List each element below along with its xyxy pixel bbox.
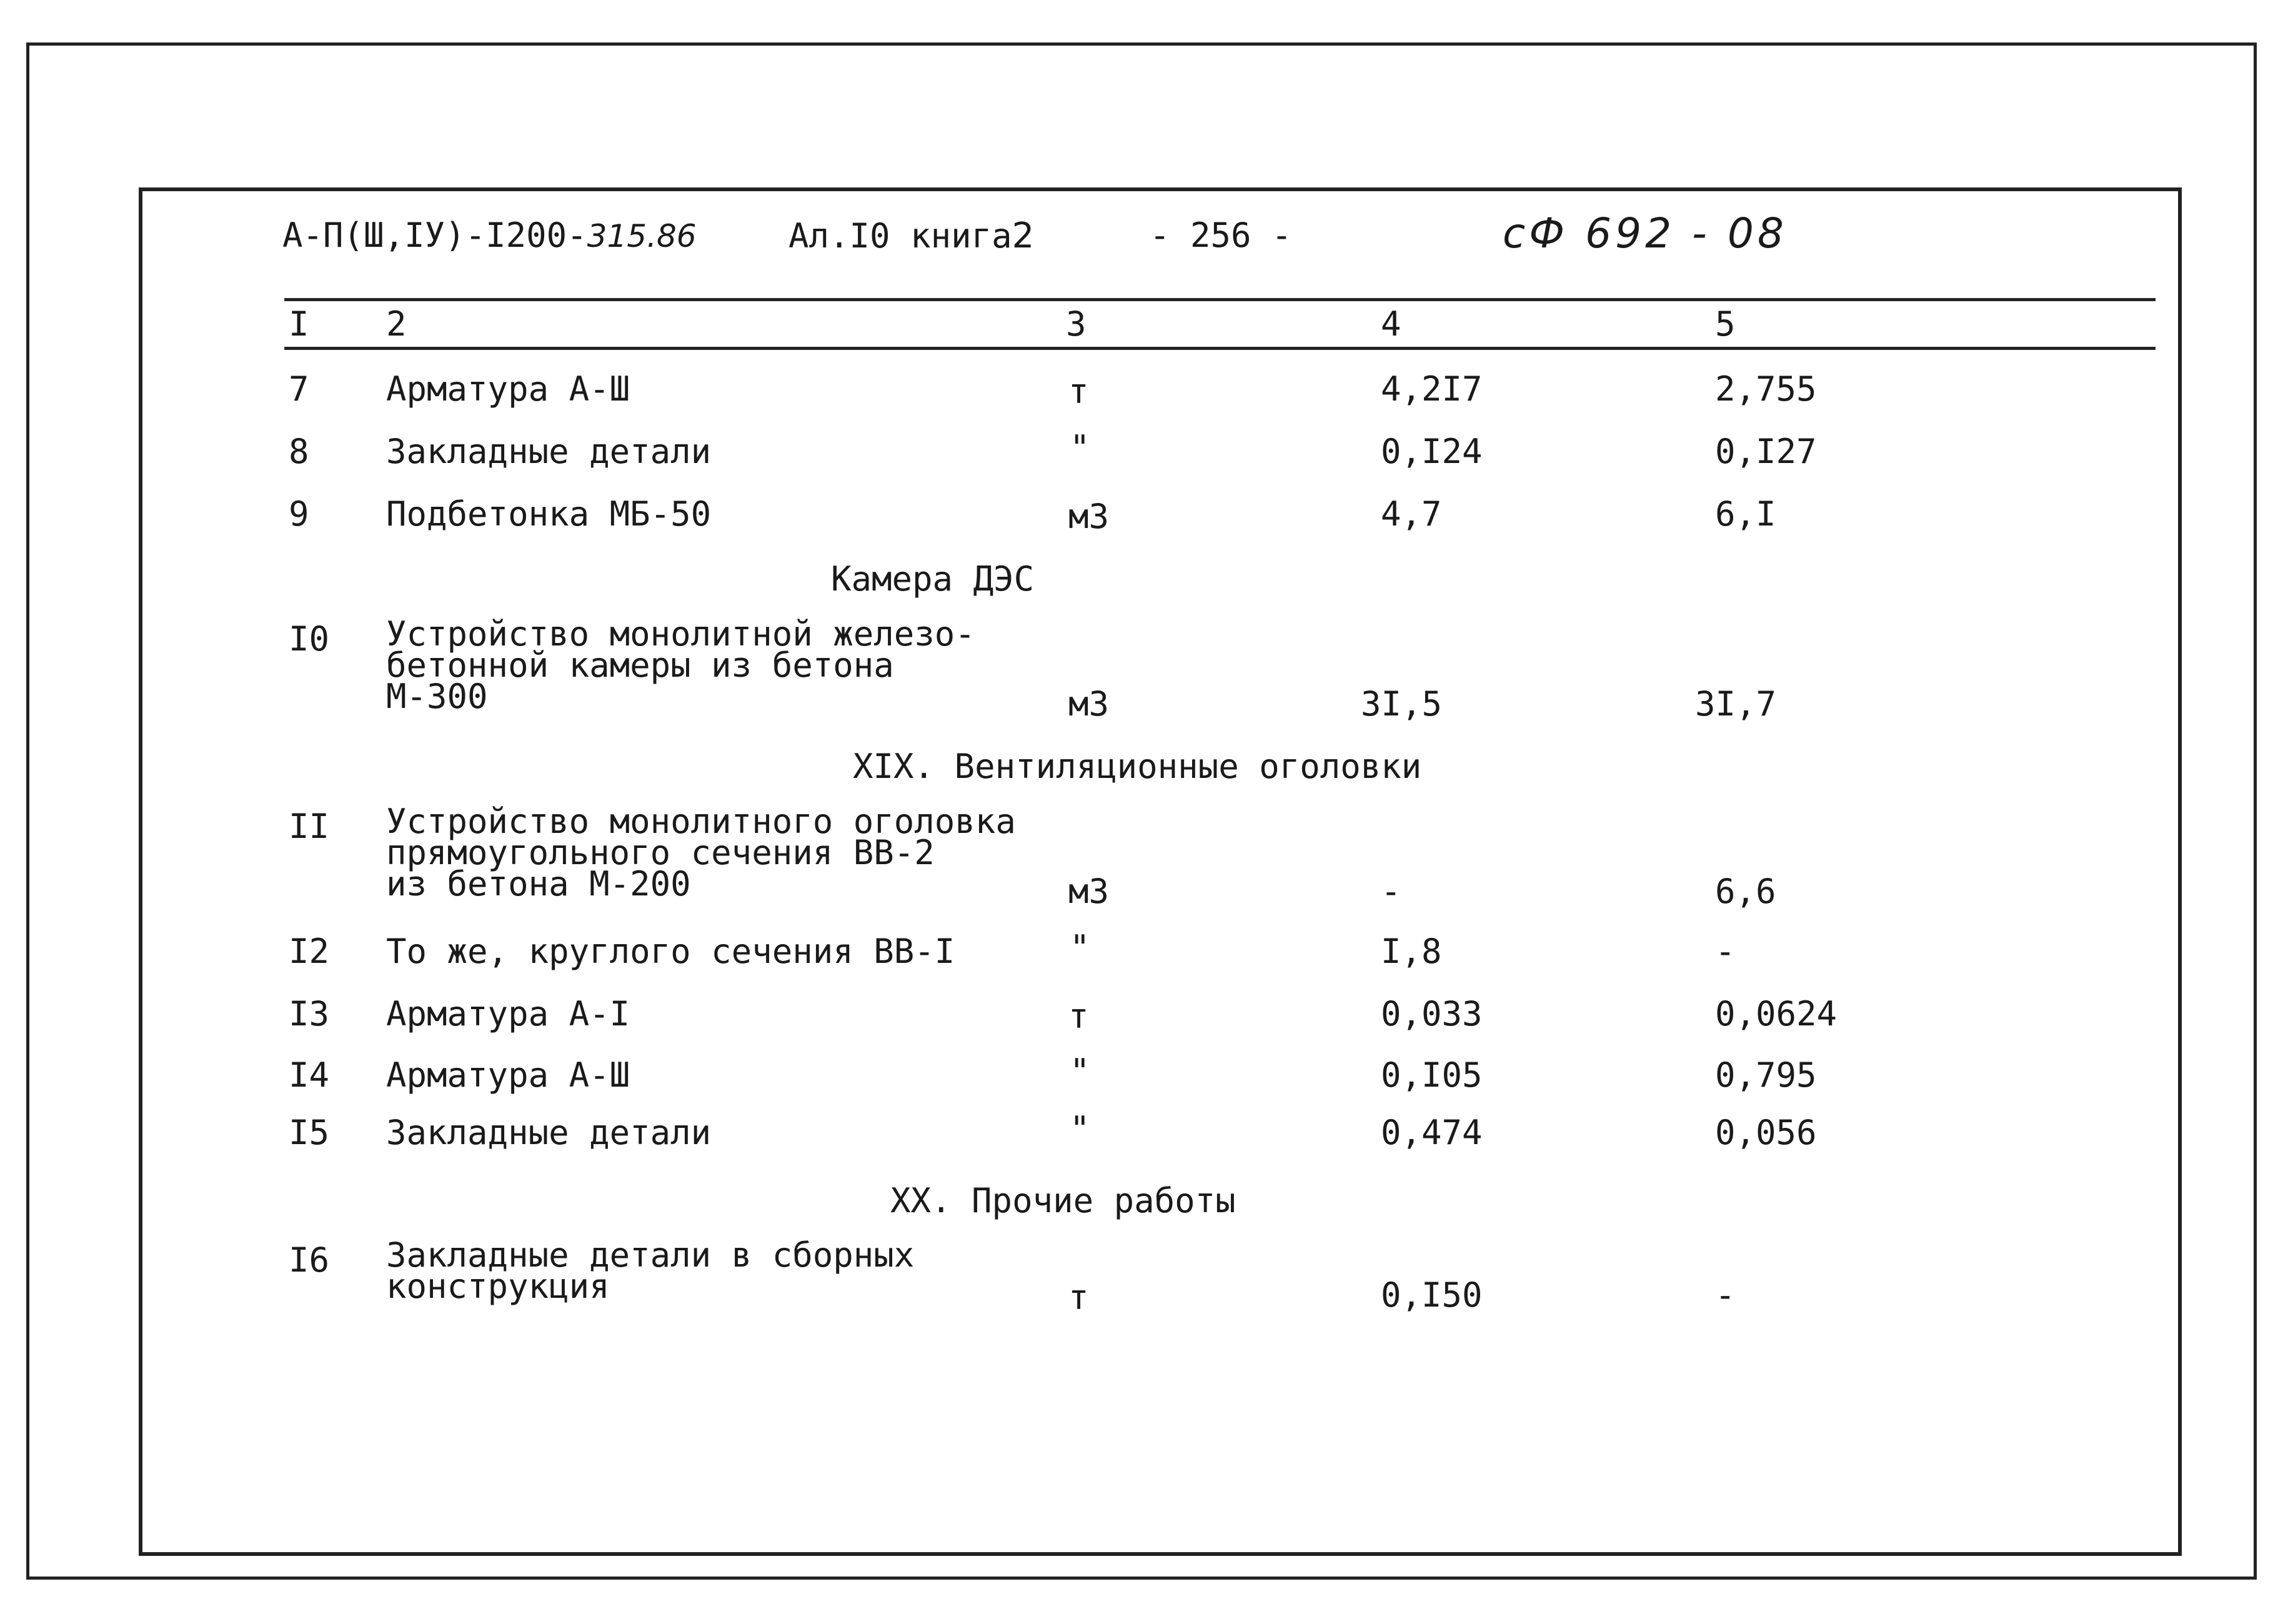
row-value-col5: 0,795: [1715, 1055, 1817, 1095]
row-number: I4: [289, 1055, 330, 1095]
column-header-4: 4: [1381, 304, 1401, 344]
album-label-text: Ал.I0 книга: [788, 216, 1012, 256]
row-value-col4: -: [1381, 872, 1401, 911]
row-number: II: [289, 807, 330, 846]
row-value-col4: 0,I05: [1381, 1055, 1483, 1095]
row-name: Подбетонка МБ-50: [386, 494, 712, 534]
row-number: I3: [289, 994, 330, 1034]
row-value-col4: 0,I50: [1381, 1275, 1483, 1315]
document-code-handwritten: 315.86: [587, 218, 697, 254]
row-number: I5: [289, 1113, 330, 1152]
album-label: [788, 216, 1034, 256]
row-unit: т: [1068, 997, 1089, 1036]
row-unit: ": [1070, 928, 1090, 967]
row-unit: ": [1070, 428, 1090, 467]
table-top-rule: [284, 298, 2156, 301]
section-heading: Камера ДЭС: [831, 559, 1035, 599]
row-value-col5: 0,056: [1715, 1113, 1817, 1152]
row-number: I6: [289, 1240, 330, 1280]
row-unit: м3: [1068, 497, 1110, 536]
row-value-col5: 6,I: [1715, 494, 1776, 534]
column-header-2: 2: [386, 304, 407, 344]
column-header-1: I: [289, 304, 309, 344]
row-value-col5: -: [1715, 932, 1736, 971]
row-value-col5: 3I,7: [1695, 684, 1777, 724]
document-code: [282, 216, 697, 255]
table-header-rule: [284, 347, 2156, 350]
row-value-col5: 0,I27: [1715, 432, 1817, 471]
row-number: I0: [289, 619, 330, 659]
row-name: Устройство монолитной железо- бетонной камеры из бетона М-300: [386, 614, 975, 716]
page-number: - 256 -: [1150, 216, 1292, 255]
row-value-col4: I,8: [1381, 932, 1442, 971]
row-unit: т: [1068, 1278, 1089, 1317]
row-unit: ": [1070, 1109, 1090, 1148]
row-value-col4: 0,474: [1381, 1113, 1483, 1152]
handwritten-reference: сФ 692 - 08: [1503, 209, 1788, 257]
document-code-printed: А-П(Ш,IУ)-I200-: [282, 216, 587, 255]
column-header-5: 5: [1715, 304, 1736, 344]
row-name: То же, круглого сечения ВВ-I: [386, 932, 955, 971]
row-value-col4: 4,7: [1381, 494, 1442, 534]
row-name: Закладные детали: [386, 1113, 712, 1152]
row-name: Устройство монолитного оголовка прямоугольного сечения ВВ-2 из бетона М-200: [386, 802, 1016, 904]
row-name: Арматура А-Ш: [386, 1055, 630, 1095]
row-unit: м3: [1068, 684, 1110, 724]
row-name: Закладные детали в сборных конструкция: [386, 1235, 915, 1306]
row-value-col5: 6,6: [1715, 872, 1776, 911]
column-header-3: 3: [1066, 304, 1087, 344]
row-value-col5: -: [1715, 1275, 1736, 1315]
row-value-col4: 0,I24: [1381, 432, 1483, 471]
row-number: 7: [289, 369, 309, 409]
row-unit: м3: [1068, 872, 1110, 911]
row-unit: ": [1070, 1052, 1090, 1091]
row-name: Закладные детали: [386, 432, 712, 471]
row-value-col5: 0,0624: [1715, 994, 1838, 1034]
row-value-col4: 3I,5: [1361, 684, 1443, 724]
section-heading: XX. Прочие работы: [890, 1181, 1236, 1220]
row-name: Арматура А-I: [386, 994, 630, 1034]
book-number: 2: [1012, 216, 1035, 256]
row-value-col4: 0,033: [1381, 994, 1483, 1034]
row-value-col5: 2,755: [1715, 369, 1817, 409]
row-name: Арматура А-Ш: [386, 369, 630, 409]
row-number: I2: [289, 932, 330, 971]
row-number: 8: [289, 432, 309, 471]
row-value-col4: 4,2I7: [1381, 369, 1483, 409]
row-unit: т: [1068, 372, 1089, 411]
section-heading: XIX. Вентиляционные оголовки: [853, 747, 1422, 786]
row-number: 9: [289, 494, 309, 534]
